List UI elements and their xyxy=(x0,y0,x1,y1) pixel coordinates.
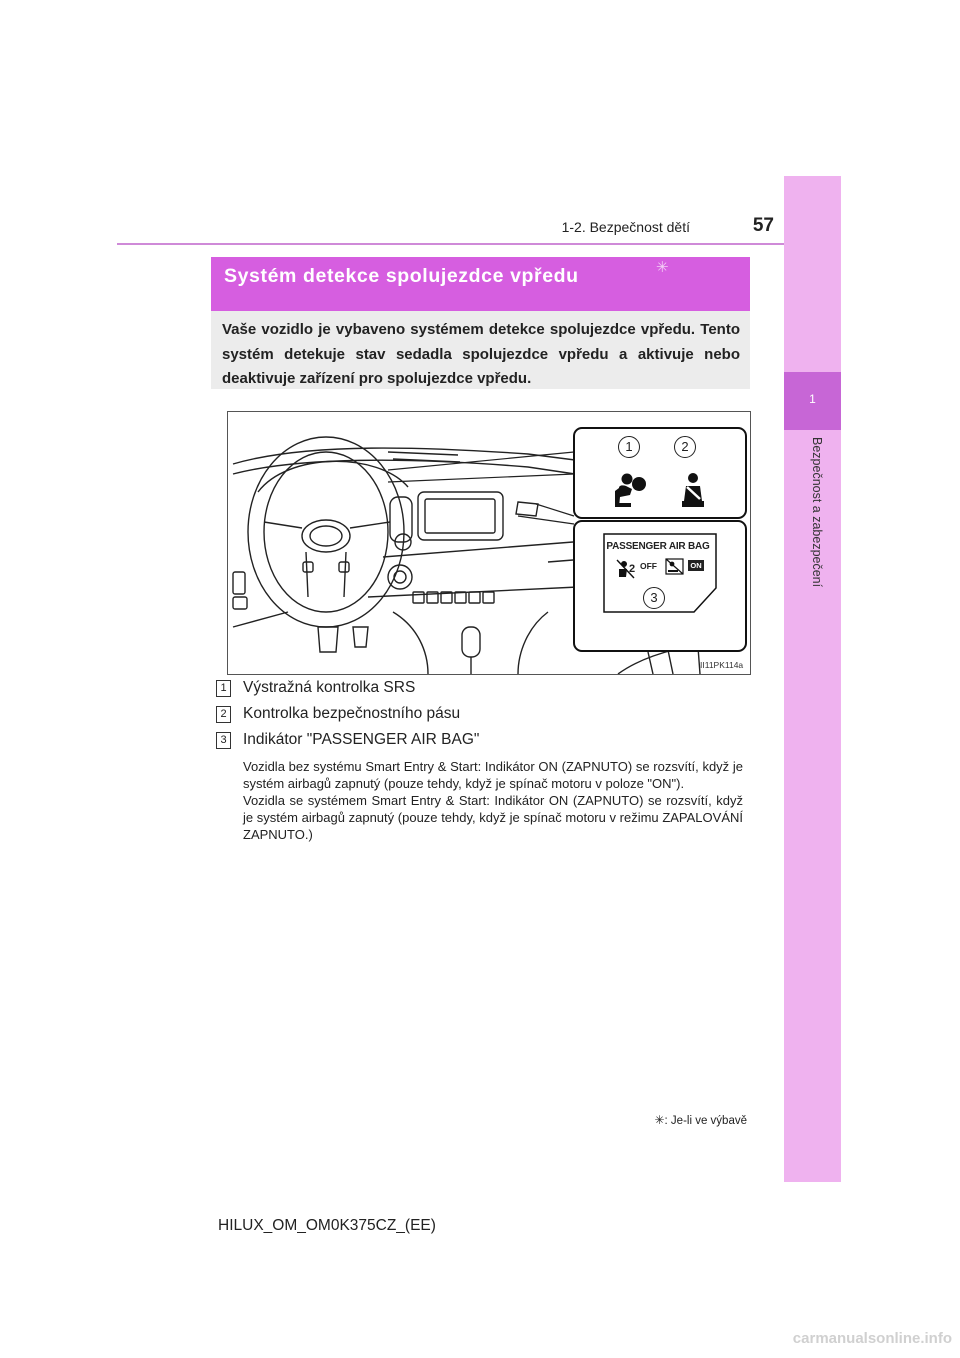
footnote-marker: ✳ xyxy=(654,1113,665,1127)
chapter-tab xyxy=(784,176,841,1182)
warning-lamps-drawing xyxy=(575,429,745,517)
footnote-text: : Je-li ve výbavě xyxy=(664,1115,747,1127)
document-code: HILUX_OM_OM0K375CZ_(EE) xyxy=(218,1217,436,1234)
airbag-on-icon xyxy=(666,559,683,574)
description-paragraph-1: Vozidla bez systému Smart Entry & Start: Indikátor ON (ZAPNUTO) se rozsvítí, když je systém airbagů zapnutý (pouze tehdy, když je spínač motoru v poloze "ON"). xyxy=(243,759,743,791)
seat-number-label: 2 xyxy=(629,563,636,575)
legend-number-1: 1 xyxy=(216,680,231,697)
legend-label-1: Výstražná kontrolka SRS xyxy=(243,679,416,696)
legend-label-3: Indikátor "PASSENGER AIR BAG" xyxy=(243,731,480,748)
callout-number-1: 1 xyxy=(618,436,640,458)
callout-number-2: 2 xyxy=(674,436,696,458)
legend-label-2: Kontrolka bezpečnostního pásu xyxy=(243,705,461,722)
seatbelt-icon xyxy=(682,473,704,507)
running-header: 1-2. Bezpečnost dětí xyxy=(561,219,690,235)
header-rule xyxy=(117,243,784,245)
on-indicator-label: ON xyxy=(688,560,704,571)
passenger-airbag-label: PASSENGER AIR BAG xyxy=(606,541,710,552)
footnote xyxy=(600,1113,747,1127)
page-number: 57 xyxy=(752,215,774,236)
legend-number-3: 3 xyxy=(216,732,231,749)
watermark: carmanualsonline.info xyxy=(792,1330,952,1347)
indicator-description xyxy=(243,758,743,843)
srs-airbag-icon xyxy=(615,474,646,508)
callout-number-3: 3 xyxy=(643,587,665,609)
figure-code: II11PK114a xyxy=(700,660,744,670)
intro-text: Vaše vozidlo je vybaveno systémem detekce spolujezdce vpředu. Tento systém detekuje stav sedadla spolujezdce vpředu a aktivuje nebo deaktivuje zařízení pro spolujezdce vpředu. xyxy=(222,321,740,387)
off-indicator-label: OFF xyxy=(640,561,657,571)
optional-equipment-marker: ✳ xyxy=(656,259,669,276)
indicator-callout-top xyxy=(573,427,747,519)
chapter-number: 1 xyxy=(809,392,816,406)
description-paragraph-2: Vozidla se systémem Smart Entry & Start: Indikátor ON (ZAPNUTO) se rozsvítí, když je systém airbagů zapnutý (pouze tehdy, když je spínač motoru v režimu ZAPALOVÁNÍ ZAPNUTO.) xyxy=(243,793,743,842)
legend-number-2: 2 xyxy=(216,706,231,723)
chapter-title: Bezpečnost a zabezpečení xyxy=(810,437,824,588)
section-title: Systém detekce spolujezdce vpředu xyxy=(224,265,579,287)
